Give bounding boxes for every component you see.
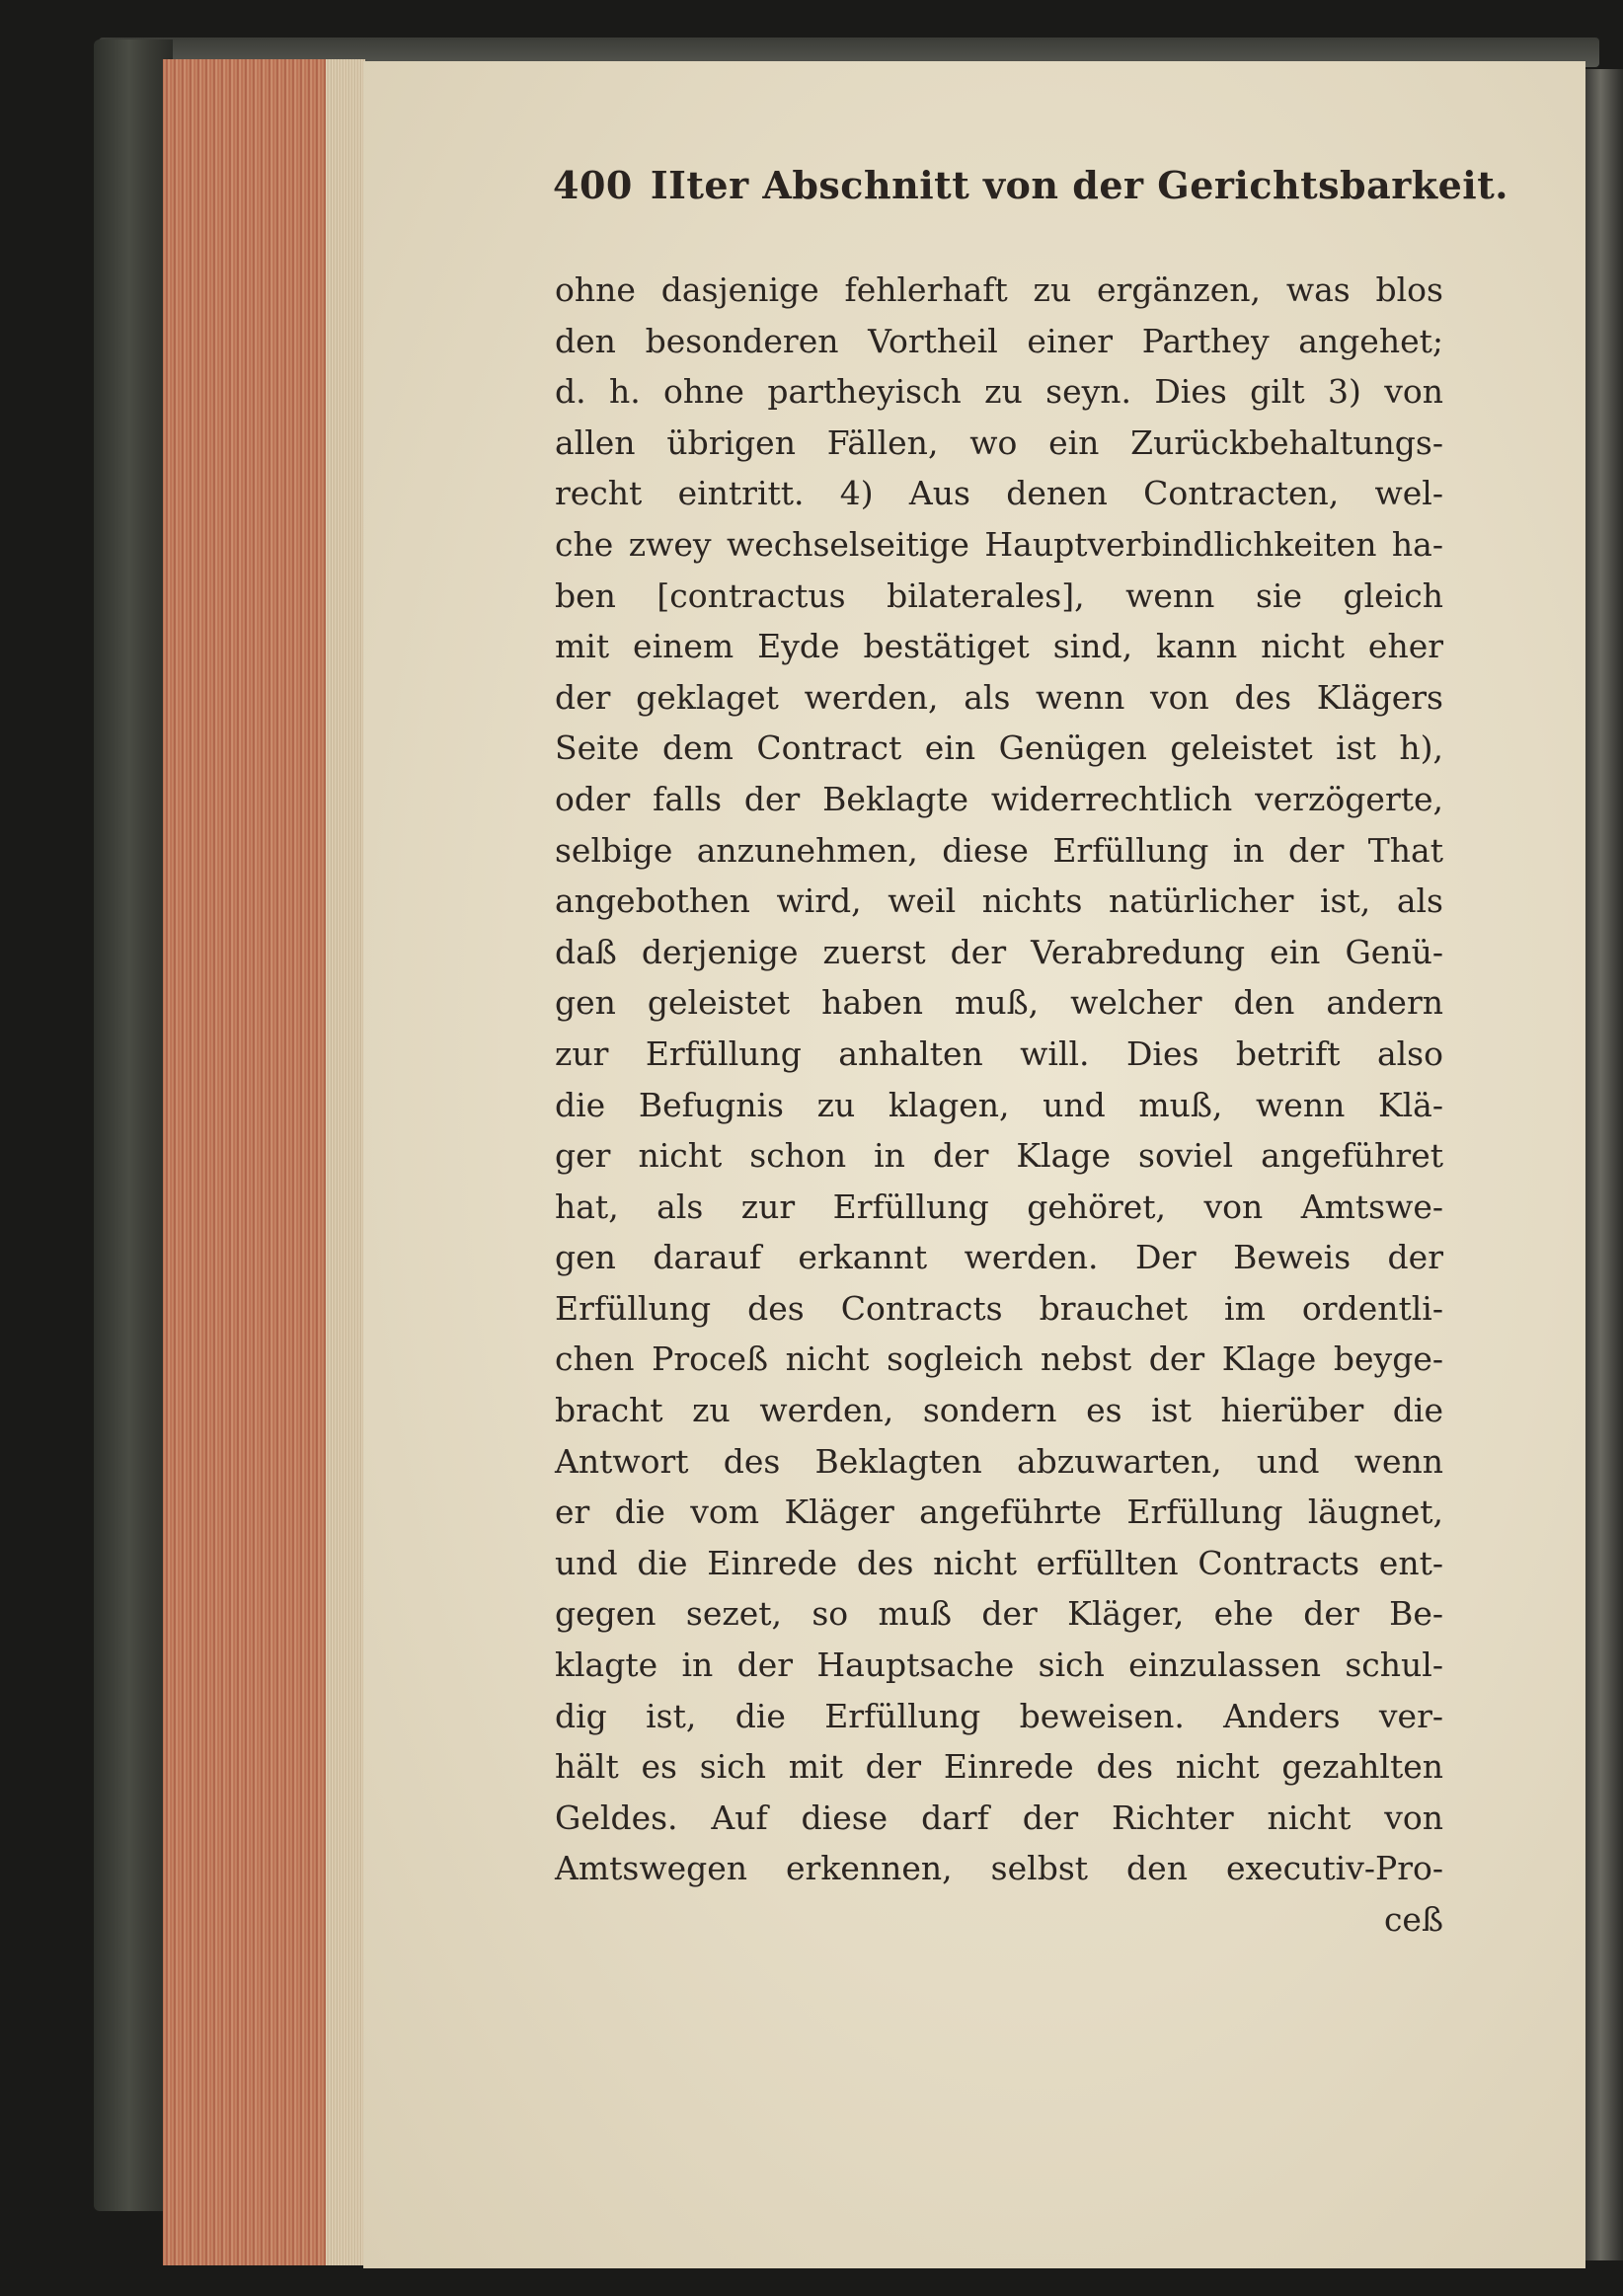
text-line: Seite dem Contract ein Genügen geleistet ist h), (555, 728, 1443, 768)
book-cover-spine (94, 39, 173, 2211)
text-line: zur Erfüllung anhalten will. Dies betrift also (555, 1033, 1443, 1073)
page-number: 400 (553, 163, 633, 207)
text-line: Amtswegen erkennen, selbst den executiv-Pro- (555, 1849, 1443, 1888)
text-line: Geldes. Auf diese darf der Richter nicht von (555, 1798, 1443, 1837)
page-edges-inner (326, 59, 365, 2265)
text-line: klagte in der Hauptsache sich einzulassen schul- (555, 1645, 1443, 1685)
text-line: bracht zu werden, sondern es ist hierüber die (555, 1391, 1443, 1430)
text-line: daß derjenige zuerst der Verabredung ein Genü- (555, 932, 1443, 971)
text-line: Erfüllung des Contracts brauchet im ordentli- (555, 1288, 1443, 1328)
text-line: er die vom Kläger angeführte Erfüllung läugnet, (555, 1492, 1443, 1532)
text-line: mit einem Eyde bestätiget sind, kann nicht eher (555, 627, 1443, 666)
text-line: chen Proceß nicht sogleich nebst der Klage beyge- (555, 1339, 1443, 1379)
text-line: allen übrigen Fällen, wo ein Zurückbehaltungs- (555, 422, 1443, 462)
text-line: hält es sich mit der Einrede des nicht gezahlten (555, 1747, 1443, 1787)
text-line: dig ist, die Erfüllung beweisen. Anders ver- (555, 1696, 1443, 1735)
text-line: gen darauf erkannt werden. Der Beweis der (555, 1238, 1443, 1277)
text-line: und die Einrede des nicht erfüllten Contracts ent- (555, 1543, 1443, 1582)
text-line: gegen sezet, so muß der Kläger, ehe der Be- (555, 1594, 1443, 1634)
text-line: ohne dasjenige fehlerhaft zu ergänzen, was blos (555, 270, 1443, 309)
text-line: gen geleistet haben muß, welcher den andern (555, 983, 1443, 1023)
text-line: der geklaget werden, als wenn von des Klägers (555, 677, 1443, 717)
text-line: Antwort des Beklagten abzuwarten, und wenn (555, 1441, 1443, 1481)
text-line: recht eintritt. 4) Aus denen Contracten, wel- (555, 474, 1443, 513)
text-line: che zwey wechselseitige Hauptverbindlichkeiten ha- (555, 524, 1443, 564)
text-line: ben [contractus bilaterales], wenn sie gleich (555, 575, 1443, 615)
text-line: hat, als zur Erfüllung gehöret, von Amtswe- (555, 1186, 1443, 1226)
catchword: ceß (1383, 1900, 1443, 1939)
text-line: ger nicht schon in der Klage soviel angeführet (555, 1136, 1443, 1176)
facing-page-edge (1585, 69, 1623, 2260)
text-line: selbige anzunehmen, diese Erfüllung in der That (555, 830, 1443, 870)
text-line: angebothen wird, weil nichts natürlicher ist, als (555, 881, 1443, 921)
text-line: den besonderen Vortheil einer Parthey angehet; (555, 321, 1443, 360)
text-line: d. h. ohne partheyisch zu seyn. Dies gilt 3) von (555, 372, 1443, 412)
text-line: die Befugnis zu klagen, und muß, wenn Klä- (555, 1085, 1443, 1124)
running-title: IIter Abschnitt von der Gerichtsbarkeit. (650, 163, 1508, 207)
text-line: oder falls der Beklagte widerrechtlich verzögerte, (555, 779, 1443, 818)
page-body-text (555, 265, 1443, 1946)
running-header (553, 163, 1508, 222)
